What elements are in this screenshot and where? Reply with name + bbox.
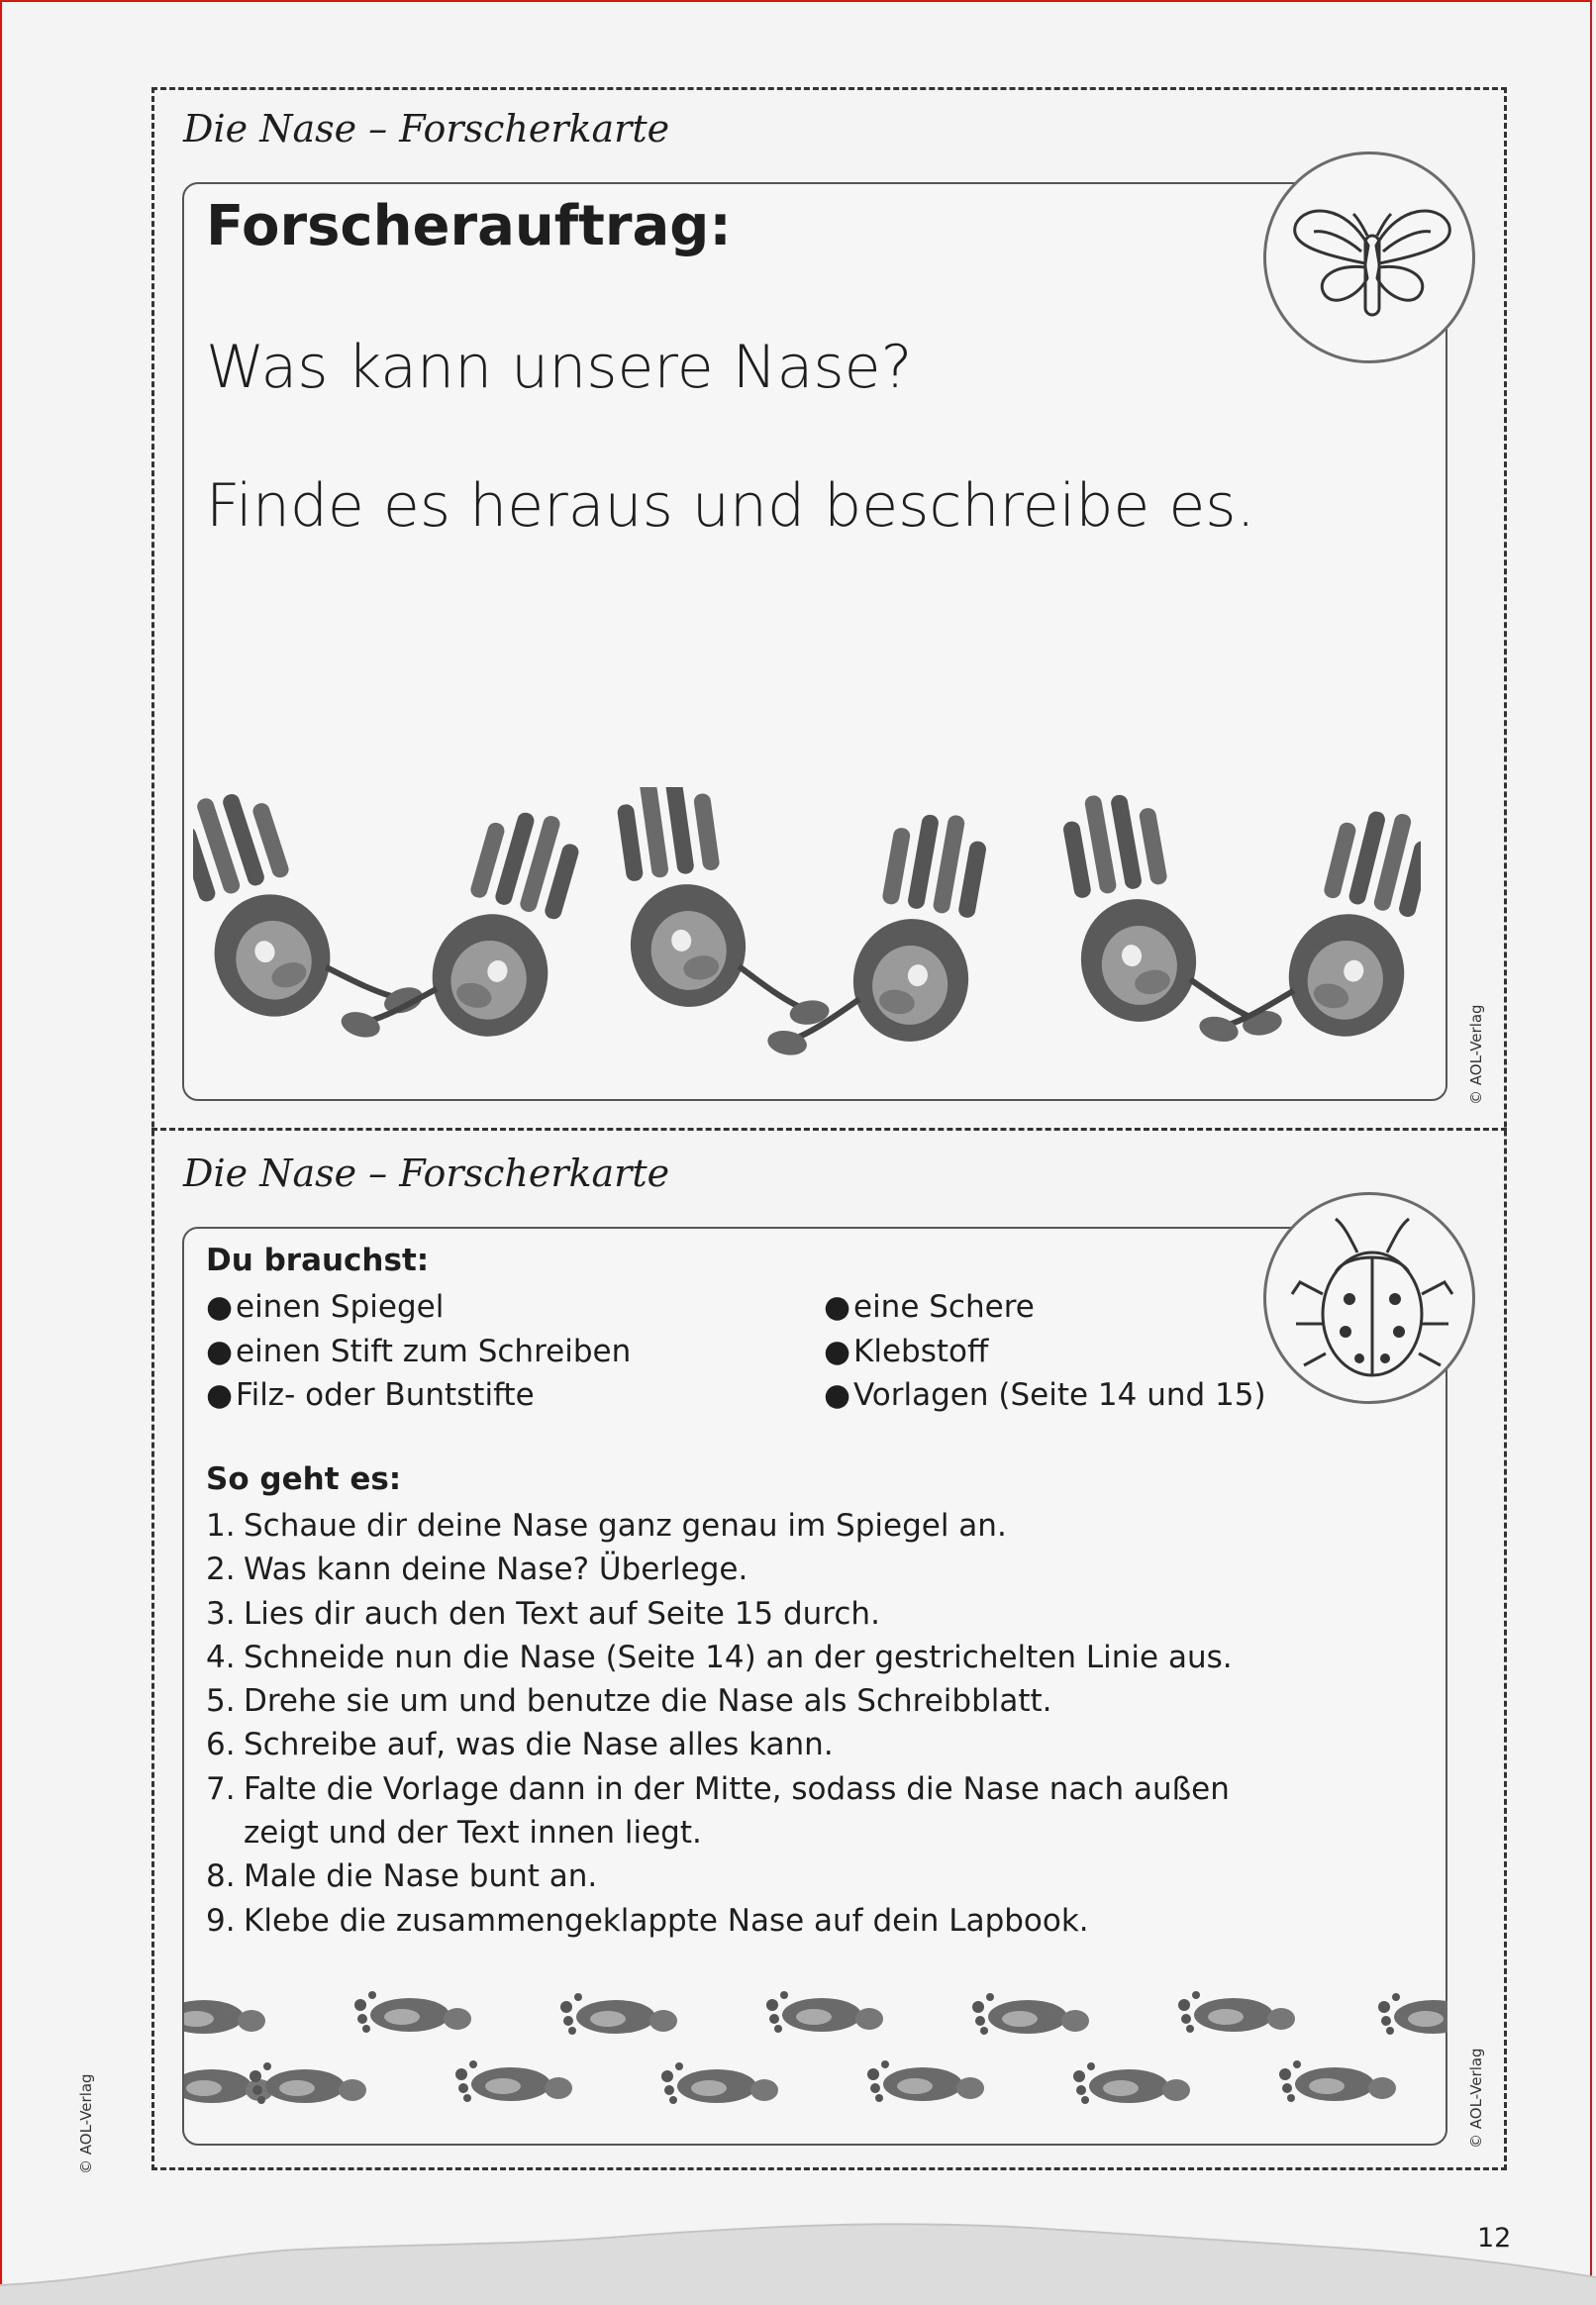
cut-line (151, 1128, 1507, 1131)
card-header: Die Nase – Forscherkarte (183, 107, 670, 150)
material-item: ●einen Stift zum Schreiben (206, 1333, 632, 1369)
handprint (193, 787, 426, 1063)
step-item: 5. Drehe sie um und benutze die Nase als Schreibblatt. (206, 1683, 1052, 1720)
footprint-row (184, 2060, 1396, 2104)
step-item: 3. Lies dir auch den Text auf Seite 15 durch. (206, 1595, 880, 1632)
steps-list (206, 1504, 1255, 1943)
task-question: Was kann unsere Nase? (206, 333, 913, 402)
material-item: ●eine Schere (824, 1289, 1035, 1325)
card-header: Die Nase – Forscherkarte (183, 1152, 670, 1195)
butterfly-icon (1266, 154, 1478, 366)
step-item: 2. Was kann deine Nase? Überlege. (206, 1552, 748, 1588)
handprint (1197, 787, 1421, 1064)
steps-heading: So geht es: (206, 1461, 402, 1497)
ladybug-badge (1263, 1192, 1475, 1404)
material-item: ●Klebstoff (824, 1333, 989, 1369)
task-heading: Forscherauftrag: (206, 194, 732, 258)
step-item: 8. Male die Nase bunt an. (206, 1858, 598, 1895)
materials-heading: Du brauchst: (206, 1243, 430, 1278)
footprints-decoration (184, 1985, 1447, 2114)
margin-copyright: © AOL-Verlag (77, 2073, 95, 2174)
step-item: 9. Klebe die zusammengeklappte Nase auf dein Lapbook. (206, 1902, 1089, 1939)
material-item: ●Vorlagen (Seite 14 und 15) (824, 1377, 1266, 1413)
material-item: ●einen Spiegel (206, 1289, 445, 1325)
materials-list-right (824, 1285, 1266, 1418)
page-number: 12 (1477, 2223, 1512, 2254)
material-item: ●Filz- oder Buntstifte (206, 1377, 535, 1413)
handprint (608, 787, 831, 1048)
footprint-row (184, 1991, 1447, 2035)
copyright-note: © AOL-Verlag (1467, 1004, 1485, 1105)
ladybug-icon (1266, 1195, 1478, 1407)
step-item: 7. Falte die Vorlage dann in der Mitte, sodass die Nase nach außen zeigt und der Text innen liegt. (206, 1770, 1230, 1852)
step-item: 4. Schneide nun die Nase (Seite 14) an der gestrichelten Linie aus. (206, 1639, 1233, 1675)
handprint (339, 787, 593, 1064)
task-instruction: Finde es heraus und beschreibe es. (206, 471, 1255, 541)
step-item: 1. Schaue dir deine Nase ganz genau im Spiegel an. (206, 1508, 1007, 1544)
materials-list-left (206, 1285, 631, 1418)
step-item: 6. Schreibe auf, was die Nase alles kann. (206, 1727, 834, 1763)
handprint (1052, 787, 1284, 1064)
handprints-decoration (193, 787, 1421, 1064)
torn-paper-edge (0, 2206, 1596, 2305)
copyright-note: © AOL-Verlag (1467, 2048, 1485, 2149)
butterfly-badge (1263, 151, 1475, 363)
